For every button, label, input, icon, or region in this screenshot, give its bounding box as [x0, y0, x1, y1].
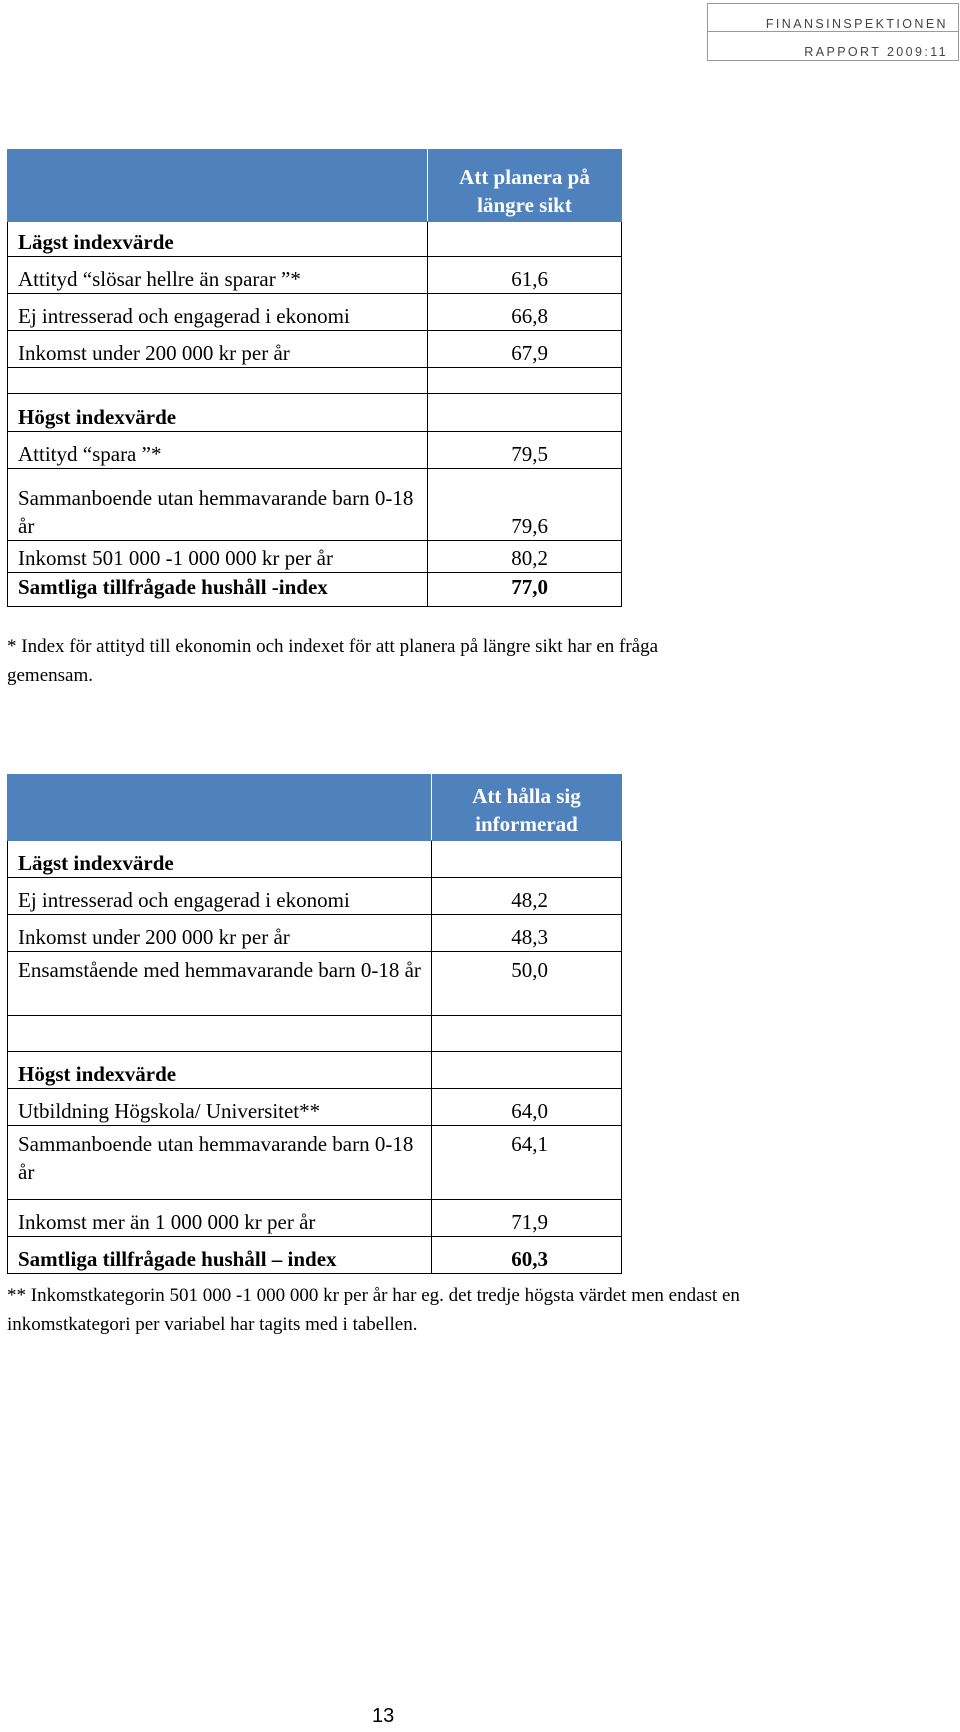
row-label: Ensamstående med hemmavarande barn 0-18 år [8, 952, 432, 1016]
row-value: 60,3 [432, 1237, 622, 1274]
table-row [8, 469, 622, 541]
row-value: 50,0 [432, 952, 622, 1016]
table-row [8, 432, 622, 469]
row-value [428, 222, 622, 257]
row-value: 71,9 [432, 1200, 622, 1237]
footnote-table1: * Index för attityd till ekonomin och indexet för att planera på längre sikt har en fråga gemensam. [7, 636, 659, 686]
row-label: Ej intresserad och engagerad i ekonomi [8, 878, 432, 915]
table-row [8, 1089, 622, 1126]
table-row [8, 1126, 622, 1200]
table-row [8, 331, 622, 368]
row-label: Högst indexvärde [8, 394, 428, 432]
row-value: 48,2 [432, 878, 622, 915]
table-row [8, 541, 622, 573]
row-label: Högst indexvärde [8, 1052, 432, 1089]
row-value: 79,5 [428, 432, 622, 469]
row-value: 64,0 [432, 1089, 622, 1126]
row-value: 48,3 [432, 915, 622, 952]
table-spacer-row [8, 1016, 622, 1052]
table-row [8, 394, 622, 432]
row-label: Inkomst under 200 000 kr per år [8, 915, 432, 952]
row-label: Samtliga tillfrågade hushåll – index [8, 1237, 432, 1274]
row-label: Lägst indexvärde [8, 222, 428, 257]
table-planning-long-term [7, 149, 622, 607]
row-label: Inkomst 501 000 -1 000 000 kr per år [8, 541, 428, 573]
page-number: 13 [372, 1705, 395, 1727]
row-label [8, 368, 428, 394]
header-blank-cell [8, 775, 432, 841]
row-value: 64,1 [432, 1126, 622, 1200]
row-value [428, 368, 622, 394]
row-label: Lägst indexvärde [8, 841, 432, 878]
row-label [8, 1016, 432, 1052]
row-label: Sammanboende utan hemmavarande barn 0-18 år [8, 469, 428, 541]
row-label: Inkomst mer än 1 000 000 kr per år [8, 1200, 432, 1237]
row-label: Attityd “spara ”* [8, 432, 428, 469]
row-value [432, 1052, 622, 1089]
header-report-id: RAPPORT 2009:11 [804, 45, 948, 59]
table-row [8, 222, 622, 257]
row-value: 66,8 [428, 294, 622, 331]
table-row [8, 1237, 622, 1274]
table-row [8, 1200, 622, 1237]
row-label: Sammanboende utan hemmavarande barn 0-18 år [8, 1126, 432, 1200]
table-row [8, 1052, 622, 1089]
row-value: 61,6 [428, 257, 622, 294]
table-row [8, 878, 622, 915]
column-header: Att hålla sig informerad [432, 775, 622, 841]
table-row [8, 915, 622, 952]
row-value: 67,9 [428, 331, 622, 368]
row-value [428, 394, 622, 432]
row-label: Inkomst under 200 000 kr per år [8, 331, 428, 368]
row-label: Samtliga tillfrågade hushåll -index [8, 573, 428, 607]
table-row [8, 573, 622, 607]
header-org: FINANSINSPEKTIONEN [708, 4, 958, 32]
row-value [432, 1016, 622, 1052]
header-blank-cell [8, 150, 428, 222]
row-label: Utbildning Högskola/ Universitet** [8, 1089, 432, 1126]
table-row [8, 841, 622, 878]
table-header-row [8, 150, 622, 222]
column-header: Att planera på längre sikt [428, 150, 622, 222]
table-header-row [8, 775, 622, 841]
report-header [707, 3, 959, 61]
footnote-table2: ** Inkomstkategorin 501 000 -1 000 000 kr per år har eg. det tredje högsta värdet men endast en inkomstkategori per variabel har tagits med i tabellen. [7, 1285, 740, 1335]
row-value: 80,2 [428, 541, 622, 573]
table-row [8, 294, 622, 331]
row-value: 77,0 [428, 573, 622, 607]
table-row [8, 257, 622, 294]
row-label: Attityd “slösar hellre än sparar ”* [8, 257, 428, 294]
table-row [8, 952, 622, 1016]
table-spacer-row [8, 368, 622, 394]
row-value: 79,6 [428, 469, 622, 541]
table-stay-informed [7, 774, 622, 1274]
row-label: Ej intresserad och engagerad i ekonomi [8, 294, 428, 331]
row-value [432, 841, 622, 878]
